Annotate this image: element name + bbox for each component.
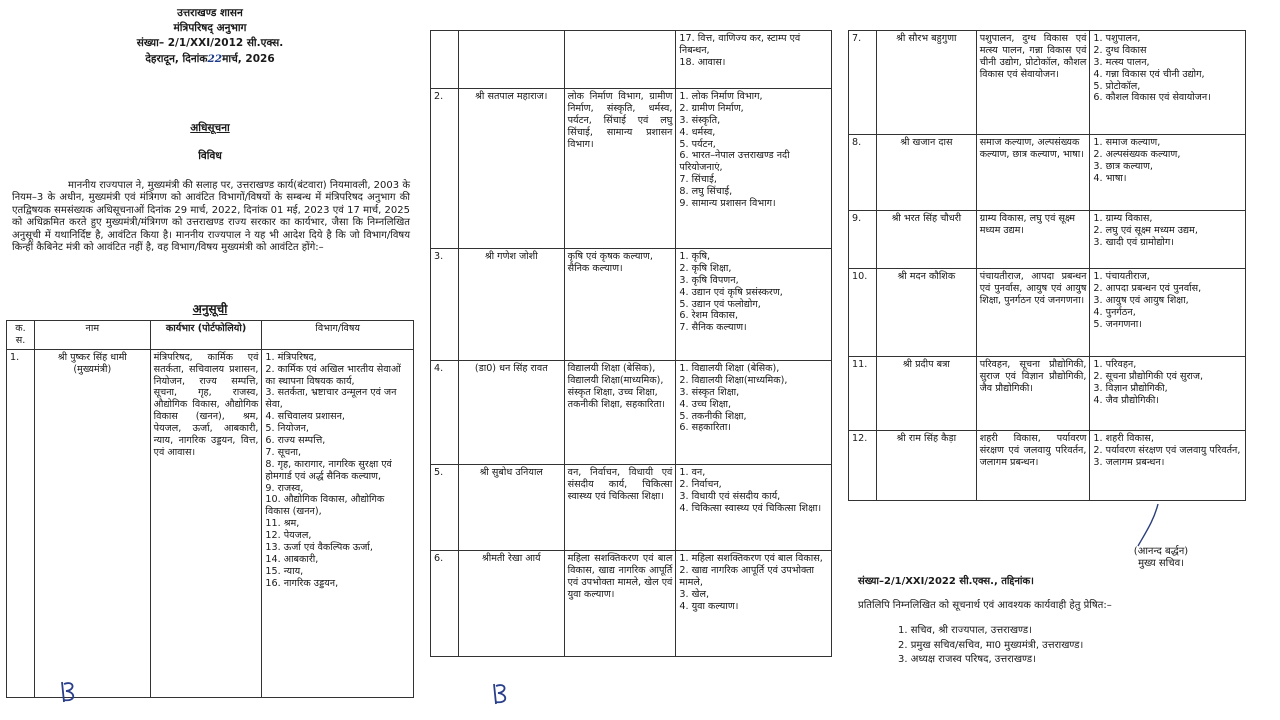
list-item: 9. राजस्व, bbox=[265, 482, 304, 494]
list-item: 6. सहकारिता। bbox=[679, 422, 732, 434]
row-sn: 4. bbox=[431, 361, 459, 465]
list-item: 3. अध्यक्ष राजस्व परिषद, उत्तराखण्ड। bbox=[898, 654, 1036, 665]
table-row bbox=[7, 349, 414, 697]
list-item: 2. पर्यावरण संरक्षण एवं जलवायु परिवर्तन, bbox=[1093, 444, 1241, 456]
signatory-title: मुख्य सचिव। bbox=[1138, 558, 1184, 570]
list-item: 2. सूचना प्रौद्योगिकी एवं सुराज, bbox=[1093, 370, 1204, 382]
department-list bbox=[265, 352, 410, 590]
col-header-departments: विभाग/विषय bbox=[262, 321, 414, 350]
table-row bbox=[431, 31, 832, 89]
list-item: 4. उच्च शिक्षा, bbox=[679, 398, 732, 410]
list-item: 1. वन, bbox=[679, 467, 706, 478]
row-sn: 7. bbox=[849, 31, 877, 135]
list-item: 3. संस्कृति, bbox=[679, 114, 721, 126]
document-page-3 bbox=[848, 30, 1248, 690]
row-portfolio: लोक निर्माण विभाग, ग्रामीण निर्माण, संस्कृति, धर्मस्व, पर्यटन, सिंचाई एवं लघु सिंचाई, सामान्य प्रशासन विभाग। bbox=[564, 89, 676, 249]
list-item: 5. उद्यान एवं फलोद्योग, bbox=[679, 298, 761, 310]
misc-title: विविध bbox=[198, 150, 222, 162]
government-name: उत्तराखण्ड शासन bbox=[177, 7, 243, 19]
list-item: 3. सतर्कता, भ्रष्टाचार उन्मूलन एवं जन सेवा, bbox=[265, 387, 397, 411]
department-list bbox=[679, 553, 828, 612]
initials-mark-icon bbox=[490, 680, 512, 708]
department-list bbox=[1093, 137, 1242, 185]
table-row bbox=[431, 361, 832, 465]
row-departments bbox=[676, 465, 832, 551]
list-item: 4. चिकित्सा स्वास्थ्य एवं चिकित्सा शिक्षा। bbox=[679, 502, 822, 514]
list-item: 1. मंत्रिपरिषद, bbox=[265, 351, 317, 363]
document-page-2 bbox=[430, 30, 835, 670]
table-row bbox=[431, 89, 832, 249]
schedule-table-page3 bbox=[848, 30, 1246, 501]
col-header-portfolio: कार्यभार (पोर्टफोलियो) bbox=[150, 321, 262, 350]
row-portfolio: मंत्रिपरिषद, कार्मिक एवं सतर्कता, सचिवालय प्रशासन, नियोजन, राज्य सम्पत्ति, सूचना, गृह, राजस्व, औद्योगिक विकास, औद्योगिक विकास (खनन), श्रम, पेयजल, ऊर्जा, आबकारी, न्याय, नागरिक उड्डयन, वित्त, एवं आवास। bbox=[150, 349, 262, 697]
row-departments bbox=[1090, 135, 1246, 211]
place-date bbox=[110, 52, 310, 67]
row-departments bbox=[676, 249, 832, 361]
schedule-table-page2 bbox=[430, 30, 832, 657]
list-item: 1. कृषि, bbox=[679, 251, 711, 262]
list-item: 1. परिवहन, bbox=[1093, 359, 1137, 370]
row-departments bbox=[1090, 31, 1246, 135]
list-item: 7. सैनिक कल्याण। bbox=[679, 322, 747, 334]
row-portfolio: परिवहन, सूचना प्रौद्योगिकी, सुराज एवं विज्ञान प्रौद्योगिकी, जैव प्रौद्योगिकी। bbox=[976, 357, 1090, 431]
list-item: 9. सामान्य प्रशासन विभाग। bbox=[679, 198, 776, 210]
row-name: श्री प्रदीप बत्रा bbox=[876, 357, 976, 431]
list-item: 5. तकनीकी शिक्षा, bbox=[679, 410, 747, 422]
row-sn: 12. bbox=[849, 431, 877, 501]
row-departments bbox=[1090, 269, 1246, 357]
list-item: 5. पर्यटन, bbox=[679, 138, 716, 150]
row-departments bbox=[1090, 431, 1246, 501]
department-list bbox=[1093, 213, 1242, 249]
row-departments bbox=[676, 31, 832, 89]
letter-number: संख्या– 2/1/XXI/2012 सी.एक्स. bbox=[136, 37, 284, 50]
copy-recipient-list bbox=[898, 624, 1238, 668]
row-name-empty bbox=[458, 31, 564, 89]
list-item: 2. खाद्य नागरिक आपूर्ति एवं उपभोक्ता मामले, bbox=[679, 564, 815, 588]
table-row bbox=[849, 431, 1246, 501]
row-departments bbox=[676, 89, 832, 249]
row-sn: 11. bbox=[849, 357, 877, 431]
department-list bbox=[1093, 433, 1242, 469]
department-list bbox=[1093, 33, 1242, 104]
row-name: श्री खजान दास bbox=[876, 135, 976, 211]
handwritten-date: 22 bbox=[207, 52, 223, 65]
row-sn: 8. bbox=[849, 135, 877, 211]
row-sn-empty bbox=[431, 31, 459, 89]
row-name: श्री राम सिंह कैड़ा bbox=[876, 431, 976, 501]
signature-block bbox=[1116, 546, 1206, 570]
row-sn: 5. bbox=[431, 465, 459, 551]
list-item: 3. विज्ञान प्रौद्योगिकी, bbox=[1093, 382, 1168, 394]
list-item: 4. युवा कल्याण। bbox=[679, 600, 739, 612]
list-item: 2. प्रमुख सचिव/सचिव, मा0 मुख्यमंत्री, उत्तराखण्ड। bbox=[898, 639, 1084, 651]
row-sn: 1. bbox=[7, 349, 35, 697]
row-departments bbox=[1090, 357, 1246, 431]
signature-stroke-icon bbox=[1124, 502, 1164, 552]
list-item: 14. आबकारी, bbox=[265, 553, 319, 565]
list-item: 3. कृषि विपणन, bbox=[679, 274, 739, 286]
list-item: 1. पंचायतीराज, bbox=[1093, 271, 1150, 282]
col-header-sn: क. स. bbox=[7, 321, 35, 350]
list-item: 15. न्याय, bbox=[265, 565, 304, 577]
row-name: श्री सौरभ बहुगुणा bbox=[876, 31, 976, 135]
list-item: 7. सिंचाई, bbox=[679, 174, 717, 186]
col-header-name: नाम bbox=[34, 321, 150, 350]
place-date-suffix: मार्च, 2026 bbox=[222, 52, 275, 65]
row-portfolio: ग्राम्य विकास, लघु एवं सूक्ष्म मध्यम उद्यम। bbox=[976, 211, 1090, 269]
row-portfolio: वन, निर्वाचन, विधायी एवं संसदीय कार्य, चिकित्सा स्वास्थ्य एवं चिकित्सा शिक्षा। bbox=[564, 465, 676, 551]
list-item: 3. विधायी एवं संसदीय कार्य, bbox=[679, 490, 781, 502]
list-item: 6. राज्य सम्पत्ति, bbox=[265, 435, 326, 447]
list-item: 3. खेल, bbox=[679, 588, 709, 600]
row-sn: 6. bbox=[431, 551, 459, 657]
row-departments bbox=[262, 349, 414, 697]
list-item: 1. ग्राम्य विकास, bbox=[1093, 213, 1153, 224]
letter-header bbox=[110, 6, 310, 67]
list-item: 10. औद्योगिक विकास, औद्योगिक विकास (खनन), bbox=[265, 494, 385, 518]
table-row bbox=[849, 269, 1246, 357]
list-item: 11. श्रम, bbox=[265, 518, 300, 530]
row-portfolio: पशुपालन, दुग्ध विकास एवं मत्स्य पालन, गन्ना विकास एवं चीनी उद्योग, प्रोटोकॉल, कौशल विकास एवं सेवायोजन। bbox=[976, 31, 1090, 135]
department-list bbox=[1093, 271, 1242, 330]
row-name: श्री सुबोध उनियाल bbox=[458, 465, 564, 551]
list-item: 1. पशुपालन, bbox=[1093, 33, 1141, 44]
department-list bbox=[679, 91, 828, 210]
list-item: 2. निर्वाचन, bbox=[679, 478, 722, 490]
list-item: 4. सचिवालय प्रशासन, bbox=[265, 411, 345, 423]
table-header-row bbox=[7, 321, 414, 350]
notification-title: अधिसूचना bbox=[190, 122, 230, 134]
row-portfolio: कृषि एवं कृषक कल्याण, सैनिक कल्याण। bbox=[564, 249, 676, 361]
list-item: 18. आवास। bbox=[679, 56, 726, 68]
table-row bbox=[431, 551, 832, 657]
list-item: 1. शहरी विकास, bbox=[1093, 433, 1154, 444]
row-sn: 3. bbox=[431, 249, 459, 361]
list-item: 5. नियोजन, bbox=[265, 423, 309, 435]
department-list bbox=[679, 251, 828, 334]
row-portfolio: पंचायतीराज, आपदा प्रबन्धन एवं पुनर्वास, आयुष एवं आयुष शिक्षा, पुनर्गठन एवं जनगणना। bbox=[976, 269, 1090, 357]
list-item: 1. महिला सशक्तिकरण एवं बाल विकास, bbox=[679, 553, 823, 564]
department-list bbox=[679, 363, 828, 434]
list-item: 5. प्रोटोकॉल, bbox=[1093, 80, 1141, 92]
list-item: 3. मत्स्य पालन, bbox=[1093, 56, 1150, 68]
list-item: 3. जलागम प्रबन्धन। bbox=[1093, 456, 1165, 468]
row-name: (डा0) धन सिंह रावत bbox=[458, 361, 564, 465]
list-item: 2. दुग्ध विकास bbox=[1093, 44, 1147, 56]
list-item: 3. आयुष एवं आयुष शिक्षा, bbox=[1093, 294, 1189, 306]
department-list bbox=[679, 33, 828, 69]
row-sn: 2. bbox=[431, 89, 459, 249]
list-item: 12. पेयजल, bbox=[265, 530, 312, 542]
list-item: 7. सूचना, bbox=[265, 446, 302, 458]
row-portfolio-empty bbox=[564, 31, 676, 89]
list-item: 1. विद्यालयी शिक्षा (बेसिक), bbox=[679, 363, 780, 374]
row-departments bbox=[1090, 211, 1246, 269]
department-list bbox=[679, 467, 828, 515]
notification-body: माननीय राज्यपाल ने, मुख्यमंत्री की सलाह पर, उत्तराखण्ड कार्य(बंटवारा) नियमावली, 2003 के नियम–3 के अधीन, मुख्यमंत्री एवं मंत्रिगण को आवंटित विभागों/विषयों के सम्बन्ध में मंत्रिपरिषद अनुभाग की एतद्विषयक समसंख्यक अधिसूचनाओं दिनांक 29 मार्च, 2022, दिनांक 01 मई, 2023 एवं 17 मार्च, 2025 को अधिक्रमित करते हुए मुख्यमंत्री/मंत्रिगण को उत्तराखण्ड राज्य सरकार का कार्यभार, जैसा कि निम्नलिखित अनुसूची में यथानिर्दिष्ट है, आवंटित किया है। माननीय राज्यपाल ने यह भी आदेश दिये है कि जो विभाग/विषय किन्हीं कैबिनेट मंत्री को आवंटित नहीं है, वह विभाग/विषय मुख्यमंत्री को आवंटित होंगे:– bbox=[12, 180, 410, 253]
list-item: 2. आपदा प्रबन्धन एवं पुनर्वास, bbox=[1093, 282, 1202, 294]
list-item: 4. पुनर्गठन, bbox=[1093, 306, 1136, 318]
signatory-name: (आनन्द बर्द्धन) bbox=[1133, 546, 1189, 557]
copy-intro: प्रतिलिपि निम्नलिखित को सूचनार्थ एवं आवश्यक कार्यवाही हेतु प्रेषित:– bbox=[858, 600, 1112, 611]
list-item: 8. लघु सिंचाई, bbox=[679, 186, 733, 198]
row-portfolio: शहरी विकास, पर्यावरण संरक्षण एवं जलवायु परिवर्तन, जलागम प्रबन्धन। bbox=[976, 431, 1090, 501]
row-departments bbox=[676, 551, 832, 657]
row-name: श्री पुष्कर सिंह धामी (मुख्यमंत्री) bbox=[34, 349, 150, 697]
row-portfolio: विद्यालयी शिक्षा (बेसिक), विद्यालयी शिक्षा(माध्यमिक), संस्कृत शिक्षा, उच्च शिक्षा, तकनीकी शिक्षा, सहकारिता। bbox=[564, 361, 676, 465]
department-list bbox=[1093, 359, 1242, 407]
schedule-table-page1 bbox=[6, 320, 414, 698]
row-name: श्रीमती रेखा आर्य bbox=[458, 551, 564, 657]
row-portfolio: महिला सशक्तिकरण एवं बाल विकास, खाद्य नागरिक आपूर्ति एवं उपभोक्ता मामले, खेल एवं युवा कल्याण। bbox=[564, 551, 676, 657]
list-item: 2. विद्यालयी शिक्षा(माध्यमिक), bbox=[679, 374, 788, 386]
row-name: श्री गणेश जोशी bbox=[458, 249, 564, 361]
section-name: मंत्रिपरिषद् अनुभाग bbox=[173, 22, 247, 35]
list-item: 2. ग्रामीण निर्माण, bbox=[679, 102, 744, 114]
table-row bbox=[431, 465, 832, 551]
list-item: 1. सचिव, श्री राज्यपाल, उत्तराखण्ड। bbox=[898, 625, 1032, 636]
list-item: 3. छात्र कल्याण, bbox=[1093, 160, 1153, 172]
copy-letter-number: संख्या–2/1/XXI/2022 सी.एक्स., तद्दिनांक। bbox=[858, 576, 1034, 587]
list-item: 3. संस्कृत शिक्षा, bbox=[679, 386, 740, 398]
list-item: 4. उद्यान एवं कृषि प्रसंस्करण, bbox=[679, 286, 783, 298]
row-name: श्री सतपाल महाराज। bbox=[458, 89, 564, 249]
list-item: 4. धर्मस्व, bbox=[679, 126, 716, 138]
list-item: 3. खादी एवं ग्रामोद्योग। bbox=[1093, 236, 1174, 248]
list-item: 6. कौशल विकास एवं सेवायोजन। bbox=[1093, 92, 1211, 104]
list-item: 4. भाषा। bbox=[1093, 172, 1127, 184]
row-sn: 10. bbox=[849, 269, 877, 357]
table-row bbox=[849, 31, 1246, 135]
list-item: 6. रेशम विकास, bbox=[679, 310, 739, 322]
table-row bbox=[849, 135, 1246, 211]
list-item: 2. लघु एवं सूक्ष्म मध्यम उद्यम, bbox=[1093, 224, 1198, 236]
list-item: 5. जनगणना। bbox=[1093, 318, 1142, 330]
row-sn: 9. bbox=[849, 211, 877, 269]
place-date-prefix: देहरादून, दिनांक bbox=[145, 52, 208, 65]
row-departments bbox=[676, 361, 832, 465]
list-item: 4. जैव प्रौद्योगिकी। bbox=[1093, 394, 1159, 406]
row-name: श्री भरत सिंह चौधरी bbox=[876, 211, 976, 269]
list-item: 1. लोक निर्माण विभाग, bbox=[679, 91, 763, 102]
row-portfolio: समाज कल्याण, अल्पसंख्यक कल्याण, छात्र कल्याण, भाषा। bbox=[976, 135, 1090, 211]
table-row bbox=[849, 211, 1246, 269]
table-row bbox=[849, 357, 1246, 431]
list-item: 16. नागरिक उड्डयन, bbox=[265, 577, 339, 589]
list-item: 2. कृषि शिक्षा, bbox=[679, 262, 732, 274]
list-item: 8. गृह, कारागार, नागरिक सुरक्षा एवं होमगार्ड एवं अर्द्ध सैनिक कल्याण, bbox=[265, 458, 392, 482]
list-item: 1. समाज कल्याण, bbox=[1093, 137, 1161, 148]
list-item: 6. भारत–नेपाल उत्तराखण्ड नदी परियोजनाएं, bbox=[679, 150, 790, 174]
document-page-1 bbox=[0, 0, 420, 720]
table-row bbox=[431, 249, 832, 361]
list-item: 2. अल्पसंख्यक कल्याण, bbox=[1093, 148, 1181, 160]
row-name: श्री मदन कौशिक bbox=[876, 269, 976, 357]
initials-mark-icon bbox=[58, 678, 80, 706]
list-item: 2. कार्मिक एवं अखिल भारतीय सेवाओं का स्थापना विषयक कार्य, bbox=[265, 363, 401, 387]
list-item: 4. गन्ना विकास एवं चीनी उद्योग, bbox=[1093, 68, 1205, 80]
schedule-title: अनुसूची bbox=[192, 302, 228, 316]
list-item: 17. वित्त, वाणिज्य कर, स्टाम्प एवं निबन्धन, bbox=[679, 33, 801, 56]
list-item: 13. ऊर्जा एवं वैकल्पिक ऊर्जा, bbox=[265, 542, 373, 554]
